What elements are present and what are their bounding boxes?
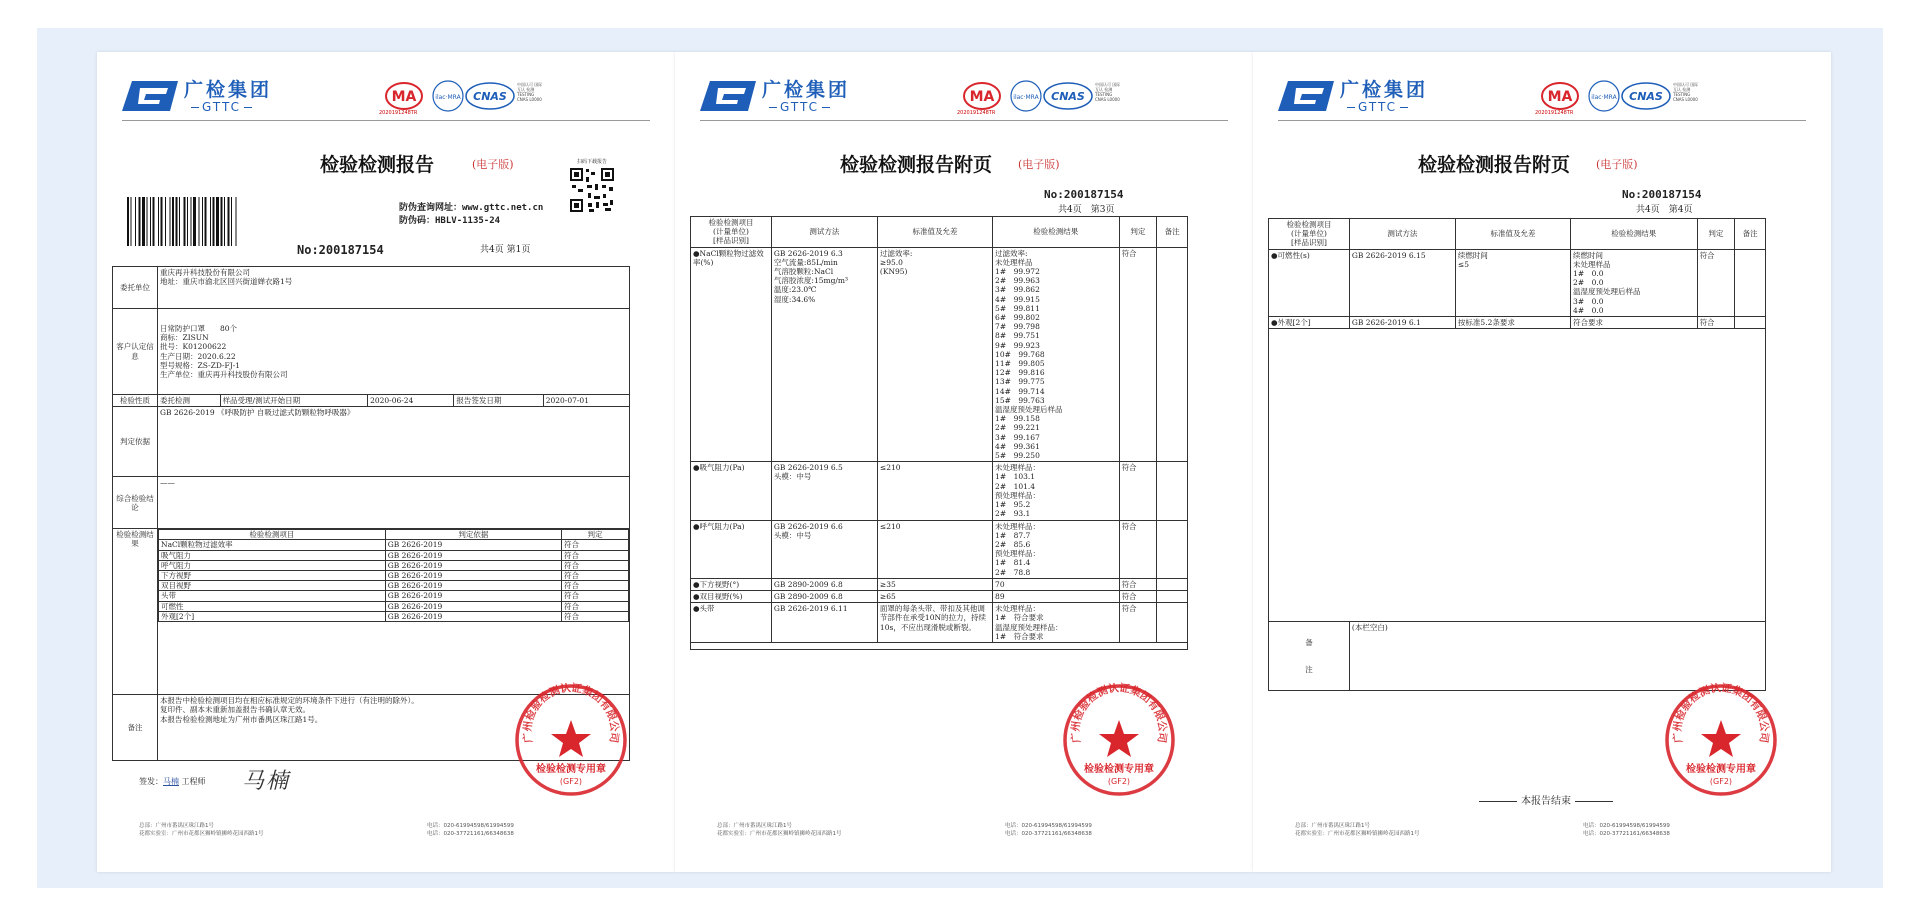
result-judge: 符合 xyxy=(562,601,629,611)
ma-number: 2020191248TR xyxy=(957,110,996,116)
qr-code-icon[interactable] xyxy=(569,167,615,213)
cell-result: 续燃时间 未处理样品 1# 0.0 2# 0.0 温湿度预处理后样品 3# 0.0 4# 0.0 xyxy=(1571,249,1698,316)
table-header-row xyxy=(1269,219,1766,250)
client-label: 委托单位 xyxy=(113,267,158,309)
results-header: 检验检测项目 xyxy=(159,530,386,540)
barcode-bar xyxy=(153,197,155,246)
seal-code: (GF2) xyxy=(1709,777,1733,786)
cell-result: 未处理样品： 1# 103.1 2# 101.4 预处理样品： 1# 95.2 2# 93.1 xyxy=(993,462,1120,520)
table-row xyxy=(159,540,629,550)
results-table xyxy=(158,529,629,622)
remarks-label: 备注 xyxy=(113,695,158,761)
brand-name: 广检集团 xyxy=(1340,79,1429,101)
result-judge: 符合 xyxy=(562,540,629,550)
column-header: 备注 xyxy=(1735,219,1766,250)
seal-center-text: 检验检测专用章 xyxy=(536,764,606,775)
cnas-text: CNAS xyxy=(1051,90,1085,103)
remark-line: 复印件、副本未重新加盖报告书确认章无效。 xyxy=(160,705,310,715)
barcode-bar xyxy=(135,197,136,246)
result-basis: GB 2626-2019 xyxy=(385,591,561,601)
cell-result: 70 xyxy=(993,578,1120,590)
report-page-1 xyxy=(97,52,675,872)
cell-result: 89 xyxy=(993,590,1120,602)
cell-note xyxy=(1157,520,1188,578)
sample-line: 商标：ZISUN xyxy=(160,333,209,343)
barcode-bar xyxy=(184,197,186,246)
note-value: (本栏空白) xyxy=(1349,622,1765,691)
footer-address-1: 总部：广州市番禺区珠江路1号 xyxy=(717,823,793,829)
column-header: 测试方法 xyxy=(1349,219,1455,250)
ilac-mra-icon xyxy=(432,80,464,112)
cell-std: ≥65 xyxy=(877,590,992,602)
result-item: 吸气阻力 xyxy=(159,550,386,560)
table-row xyxy=(1269,249,1766,316)
cnas-icon xyxy=(465,81,515,111)
electronic-tag: (电子版) xyxy=(472,158,514,171)
result-judge: 符合 xyxy=(562,560,629,570)
column-header: 备注 xyxy=(1157,217,1188,248)
seal-icon xyxy=(513,682,629,798)
ma-cert-icon xyxy=(962,80,1002,112)
table-row xyxy=(691,590,1188,602)
footer-left xyxy=(1295,822,1420,838)
cell-item: ●吸气阻力(Pa) xyxy=(691,462,772,520)
ilac-mra-icon xyxy=(1588,80,1620,112)
basis-value: GB 2626-2019 《呼吸防护 自吸过滤式防颗粒物呼吸器》 xyxy=(158,407,630,477)
brand-name: 广检集团 xyxy=(184,79,273,101)
ilac-text: ilac·MRA xyxy=(435,94,461,101)
column-header: 测试方法 xyxy=(771,217,877,248)
cell-note xyxy=(1157,603,1188,643)
cell-std: 按标准5.2条要求 xyxy=(1455,317,1570,329)
cell-method: GB 2626-2019 6.3 空气流量:85L/min 气溶胶颗粒:NaCl 气溶胶浓度:15mg/m³ 温度:23.0℃ 湿度:34.6% xyxy=(771,247,877,462)
note-label: 备 注 xyxy=(1269,622,1350,691)
recv-date-value: 2020-06-24 xyxy=(368,395,454,407)
conclusion-value: —— xyxy=(158,477,630,529)
footer-right xyxy=(1005,822,1092,838)
footer-address-2: 花都实验室：广州市花都区狮岭镇狮岭花园西路1号 xyxy=(1295,831,1420,837)
column-header: 检验检测项目 (计量单位) [样品识别] xyxy=(1269,219,1350,250)
barcode-bar xyxy=(172,197,174,246)
result-item: 头带 xyxy=(159,591,386,601)
barcode-bar xyxy=(147,197,148,246)
footer-phone-2: 电话：020-37721161/66348638 xyxy=(1005,831,1092,837)
barcode-bar xyxy=(170,197,171,246)
issue-date-label: 报告签发日期 xyxy=(454,395,543,407)
footer-right xyxy=(427,822,514,838)
sample-line: 生产日期：2020.6.22 xyxy=(160,351,236,361)
barcode-bar xyxy=(224,197,225,246)
cell-note xyxy=(1157,462,1188,520)
cell-std: 面罩的每条头带、带扣及其他调节部件在承受10N的拉力，持续10s，不应出现滑脱或断裂。 xyxy=(877,603,992,643)
result-judge: 符合 xyxy=(562,591,629,601)
cell-judge: 符合 xyxy=(1119,578,1157,590)
cell-std: ≤210 xyxy=(877,462,992,520)
ilac-text: ilac·MRA xyxy=(1013,94,1039,101)
cell-judge: 符合 xyxy=(1119,520,1157,578)
seal-center-text: 检验检测专用章 xyxy=(1686,764,1756,775)
report-number: No:200187154 xyxy=(1622,188,1702,201)
footer-phone-1: 电话：020-61994598/61994599 xyxy=(1583,823,1670,829)
result-basis: GB 2626-2019 xyxy=(385,611,561,621)
result-item: 可燃性 xyxy=(159,601,386,611)
anti-code: HBLV-1135-24 xyxy=(435,216,501,226)
cell-result: 未处理样品： 1# 87.7 2# 85.6 预处理样品： 1# 81.4 2# 78.8 xyxy=(993,520,1120,578)
cell-judge: 符合 xyxy=(1119,247,1157,462)
result-item: 外观[2个] xyxy=(159,611,386,621)
seal-icon xyxy=(1061,682,1177,798)
cell-method: GB 2626-2019 6.11 xyxy=(771,603,877,643)
seal-star-icon xyxy=(1099,720,1139,757)
note-row xyxy=(1269,622,1766,691)
ma-number: 2020191248TR xyxy=(379,110,418,116)
anti-code-label: 防伪码： xyxy=(399,216,436,226)
signature-line xyxy=(139,776,206,787)
basis-label: 判定依据 xyxy=(113,407,158,477)
cell-method: GB 2626-2019 6.1 xyxy=(1349,317,1455,329)
cell-judge: 符合 xyxy=(1119,462,1157,520)
seal-ring-text: 广州检验检测认证集团有限公司 xyxy=(1069,682,1169,744)
table-row xyxy=(159,560,629,570)
official-seal xyxy=(1061,682,1177,798)
electronic-tag: (电子版) xyxy=(1596,158,1638,171)
recv-date-label: 样品受理/测试开始日期 xyxy=(220,395,368,407)
official-seal xyxy=(513,682,629,798)
blank-row xyxy=(691,642,1188,649)
cell-judge: 符合 xyxy=(1119,603,1157,643)
cnas-caption: 中国认可 国际互认 检测 TESTING CNAS L0000 xyxy=(1095,82,1121,102)
table-row xyxy=(159,550,629,560)
seal-code: (GF2) xyxy=(559,777,583,786)
sample-line: 生产单位：重庆再升科技股份有限公司 xyxy=(160,369,288,379)
report-title: 检验检测报告附页 xyxy=(1418,154,1571,176)
barcode-bar xyxy=(193,197,196,246)
barcode-bar xyxy=(179,197,180,246)
cnas-icon xyxy=(1043,81,1093,111)
table-row xyxy=(691,247,1188,462)
signer-name: 马楠 xyxy=(163,777,179,786)
seal-code: (GF2) xyxy=(1107,777,1131,786)
footer-phone-1: 电话：020-61994598/61994599 xyxy=(427,823,514,829)
cell-method: GB 2626-2019 6.6 头模：中号 xyxy=(771,520,877,578)
results-header: 判定 xyxy=(562,530,629,540)
result-basis: GB 2626-2019 xyxy=(385,550,561,560)
footer-address-1: 总部：广州市番禺区珠江路1号 xyxy=(1295,823,1371,829)
barcode-icon xyxy=(125,197,295,246)
anti-url-label: 防伪查询网址： xyxy=(399,203,463,213)
nature-value: 委托检测 xyxy=(158,395,221,407)
official-seal xyxy=(1663,682,1779,798)
cell-judge: 符合 xyxy=(1697,249,1735,316)
sample-line: 批号：K01200622 xyxy=(160,342,227,352)
ma-text: MA xyxy=(1547,89,1573,105)
client-name: 重庆再升科技股份有限公司 xyxy=(160,268,250,277)
cell-method: GB 2890-2009 6.8 xyxy=(771,578,877,590)
ilac-text: ilac·MRA xyxy=(1591,94,1617,101)
footer-phone-2: 电话：020-37721161/66348638 xyxy=(1583,831,1670,837)
brand-name: 广检集团 xyxy=(762,79,851,101)
result-basis: GB 2626-2019 xyxy=(385,540,561,550)
column-header: 检验检测结果 xyxy=(1571,219,1698,250)
table-row xyxy=(159,571,629,581)
result-item: 下方视野 xyxy=(159,571,386,581)
cell-result: 未处理样品： 1# 符合要求 温湿度预处理样品： 1# 符合要求 xyxy=(993,603,1120,643)
report-page-3 xyxy=(675,52,1253,872)
cell-judge: 符合 xyxy=(1697,317,1735,329)
footer-phone-2: 电话：020-37721161/66348638 xyxy=(427,831,514,837)
barcode-bar xyxy=(231,197,232,246)
ma-text: MA xyxy=(391,89,417,105)
qr-label: 扫码下载报告 xyxy=(576,159,607,165)
sample-line: 型号规格：ZS-ZD-FJ-1 xyxy=(160,360,241,370)
barcode-bar xyxy=(202,197,203,246)
barcode-bar xyxy=(161,197,163,246)
cell-method: GB 2890-2009 6.8 xyxy=(771,590,877,602)
cell-std: 续燃时间 ≤5 xyxy=(1455,249,1570,316)
brand-sub: GTTC xyxy=(188,100,255,114)
page-header xyxy=(122,74,650,121)
cell-item: ●NaCl颗粒物过滤效率(%) xyxy=(691,247,772,462)
cnas-icon xyxy=(1621,81,1671,111)
results-label: 检验检测结果 xyxy=(113,529,158,695)
handwritten-signature: 马楠 xyxy=(242,769,291,794)
table-row xyxy=(691,603,1188,643)
cell-note xyxy=(1157,578,1188,590)
result-item: NaCl颗粒物过滤效率 xyxy=(159,540,386,550)
result-judge: 符合 xyxy=(562,550,629,560)
cnas-caption: 中国认可 国际互认 检测 TESTING CNAS L0000 xyxy=(1673,82,1699,102)
column-header: 标准值及允差 xyxy=(877,217,992,248)
report-number: No:200187154 xyxy=(297,243,384,257)
barcode-bar xyxy=(236,197,237,246)
result-basis: GB 2626-2019 xyxy=(385,571,561,581)
barcode-bar xyxy=(221,197,223,246)
cell-std: ≥35 xyxy=(877,578,992,590)
cell-item: ●可燃性(s) xyxy=(1269,249,1350,316)
result-item: 呼气阻力 xyxy=(159,560,386,570)
gttc-logo-icon xyxy=(122,81,178,111)
barcode-bar xyxy=(228,197,230,246)
footer-address-2: 花都实验室：广州市花都区狮岭镇狮岭花园西路1号 xyxy=(717,831,842,837)
qr-code-block xyxy=(569,158,615,215)
gttc-logo-icon xyxy=(700,81,756,111)
result-basis: GB 2626-2019 xyxy=(385,601,561,611)
seal-center-text: 检验检测专用章 xyxy=(1084,764,1154,775)
attachment-table xyxy=(1268,218,1766,691)
barcode-bar xyxy=(191,197,192,246)
cnas-text: CNAS xyxy=(1629,90,1663,103)
result-judge: 符合 xyxy=(562,571,629,581)
cell-std: 过滤效率: ≥95.0 (KN95) xyxy=(877,247,992,462)
table-row xyxy=(691,578,1188,590)
page-count: 共4页 第4页 xyxy=(1636,205,1693,215)
table-row xyxy=(1269,329,1766,622)
barcode-bar xyxy=(142,197,145,246)
seal-icon xyxy=(1663,682,1779,798)
table-row xyxy=(691,642,1188,649)
barcode-bar xyxy=(150,197,151,246)
results-header: 判定依据 xyxy=(385,530,561,540)
footer-right xyxy=(1583,822,1670,838)
barcode-bar xyxy=(216,197,219,246)
barcode-bar xyxy=(176,197,178,246)
report-end: 本报告结束 xyxy=(1475,792,1617,807)
table-row xyxy=(159,601,629,611)
cell-item: ●头带 xyxy=(691,603,772,643)
sample-line: 日常防护口罩 80个 xyxy=(160,323,238,333)
column-header: 标准值及允差 xyxy=(1455,219,1570,250)
brand-sub: GTTC xyxy=(1344,100,1411,114)
table-row xyxy=(1269,317,1766,329)
result-judge: 符合 xyxy=(562,581,629,591)
ma-cert-icon xyxy=(1540,80,1580,112)
result-judge: 符合 xyxy=(562,611,629,621)
remark-line: 本报告中检验检测项目均在相应标准规定的环境条件下进行（有注明的除外）。 xyxy=(160,696,419,706)
barcode-bar xyxy=(199,197,200,246)
page-count: 共4页 第3页 xyxy=(1058,205,1115,215)
seal-star-icon xyxy=(1701,720,1741,757)
cell-note xyxy=(1157,247,1188,462)
barcode-bar xyxy=(131,197,132,246)
sign-label: 签发： xyxy=(139,777,163,786)
electronic-tag: (电子版) xyxy=(1018,158,1060,171)
cell-item: ●下方视野(°) xyxy=(691,578,772,590)
cell-item: ●双目视野(%) xyxy=(691,590,772,602)
cell-method: GB 2626-2019 6.15 xyxy=(1349,249,1455,316)
barcode-bar xyxy=(165,197,166,246)
nature-label: 检验性质 xyxy=(113,395,158,407)
issue-date-value: 2020-07-01 xyxy=(543,395,629,407)
report-page-4 xyxy=(1253,52,1831,872)
report-number: No:200187154 xyxy=(1044,188,1124,201)
gttc-logo-icon xyxy=(1278,81,1334,111)
ilac-mra-icon xyxy=(1010,80,1042,112)
barcode-bar xyxy=(205,197,207,246)
cnas-caption: 中国认可 国际互认 检测 TESTING CNAS L0000 xyxy=(517,82,543,102)
result-item: 双目视野 xyxy=(159,581,386,591)
column-header: 判定 xyxy=(1697,219,1735,250)
ma-cert-icon xyxy=(384,80,424,112)
column-header: 判定 xyxy=(1119,217,1157,248)
blank-area xyxy=(1269,329,1766,622)
table-row xyxy=(691,520,1188,578)
cell-std: ≤210 xyxy=(877,520,992,578)
result-basis: GB 2626-2019 xyxy=(385,560,561,570)
footer-left xyxy=(717,822,842,838)
cell-note xyxy=(1735,249,1766,316)
cell-note xyxy=(1157,590,1188,602)
column-header: 检验检测项目 (计量单位) [样品识别] xyxy=(691,217,772,248)
report-title: 检验检测报告 xyxy=(320,154,435,176)
cell-result: 符合要求 xyxy=(1571,317,1698,329)
table-row xyxy=(159,581,629,591)
table-row xyxy=(159,591,629,601)
ma-number: 2020191248TR xyxy=(1535,110,1574,116)
barcode-bar xyxy=(187,197,188,246)
cell-note xyxy=(1735,317,1766,329)
column-header: 检验检测结果 xyxy=(993,217,1120,248)
cell-result: 过滤效率: 未处理样品 1# 99.972 2# 99.963 3# 99.862 4# 99.915 5# 99.811 6# 99.802 7# 99.798 8# 99.751 9# 99.923 10# 99.768 11# 99.805 12# 99.816 13# 99.775 14# 99.714 15# 99.763 温湿度预处理后样品 1# 99.158 2# 99.221 3# 99.167 4# 99.361 5# 99.250 xyxy=(993,247,1120,462)
anti-url[interactable]: www.gttc.net.cn xyxy=(462,203,544,213)
barcode-bar xyxy=(139,197,141,246)
barcode-bar xyxy=(213,197,215,246)
seal-ring-text: 广州检验检测认证集团有限公司 xyxy=(1671,682,1771,744)
signer-title: 工程师 xyxy=(181,777,206,786)
report-title: 检验检测报告附页 xyxy=(840,154,993,176)
table-row xyxy=(159,611,629,621)
result-basis: GB 2626-2019 xyxy=(385,581,561,591)
cnas-text: CNAS xyxy=(473,90,507,103)
seal-ring-text: 广州检验检测认证集团有限公司 xyxy=(521,682,621,744)
conclusion-label: 综合检验结论 xyxy=(113,477,158,529)
cell-item: ●外观[2个] xyxy=(1269,317,1350,329)
barcode-bar xyxy=(127,197,129,246)
ma-text: MA xyxy=(969,89,995,105)
page-header xyxy=(1278,74,1806,121)
client-address: 地址：重庆市渝北区回兴街道婵衣路1号 xyxy=(160,277,293,287)
footer-left xyxy=(139,822,264,838)
table-header-row xyxy=(691,217,1188,248)
page-count: 共4页 第1页 xyxy=(480,245,531,255)
footer-address-2: 花都实验室：广州市花都区狮岭镇狮岭花园西路1号 xyxy=(139,831,264,837)
sample-info-label: 客户认定信息 xyxy=(113,309,158,395)
footer-address-1: 总部：广州市番禺区珠江路1号 xyxy=(139,823,215,829)
seal-star-icon xyxy=(551,720,591,757)
barcode-bar xyxy=(210,197,211,246)
barcode-bar xyxy=(158,197,159,246)
cell-judge: 符合 xyxy=(1119,590,1157,602)
footer-phone-1: 电话：020-61994598/61994599 xyxy=(1005,823,1092,829)
remark-line: 本报告检验检测地址为广州市番禺区珠江路1号。 xyxy=(160,714,323,724)
attachment-table xyxy=(690,216,1188,650)
page-header xyxy=(700,74,1228,121)
anti-fake-block xyxy=(399,202,543,228)
cell-item: ●呼气阻力(Pa) xyxy=(691,520,772,578)
cell-method: GB 2626-2019 6.5 头模：中号 xyxy=(771,462,877,520)
table-row xyxy=(691,462,1188,520)
brand-sub: GTTC xyxy=(766,100,833,114)
